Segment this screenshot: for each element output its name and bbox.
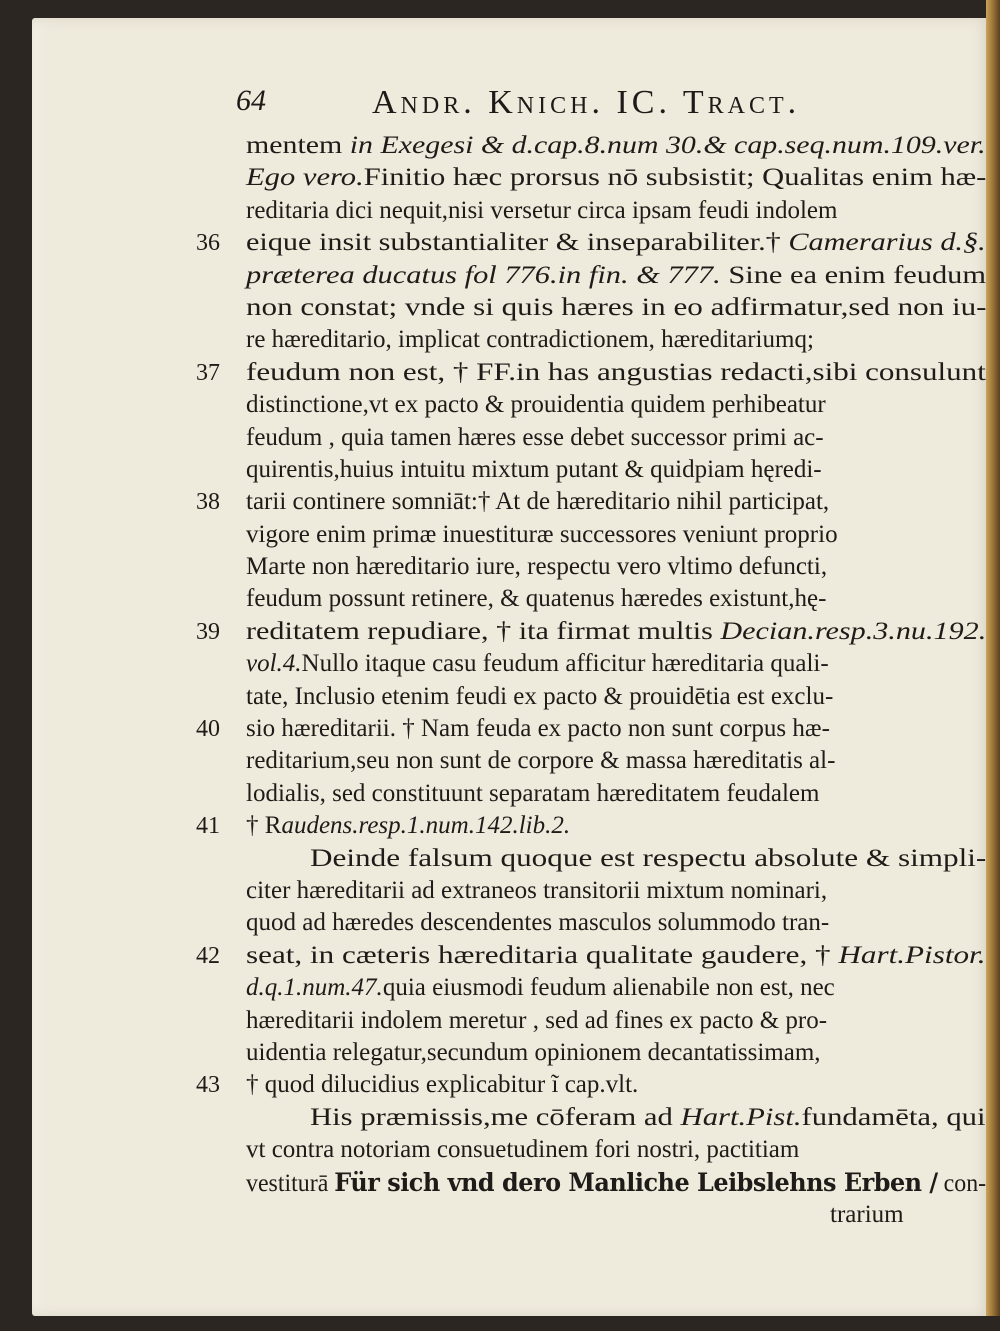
text-line bbox=[196, 940, 986, 972]
text-line bbox=[196, 1037, 956, 1069]
text-line bbox=[196, 422, 956, 454]
line-text bbox=[246, 130, 986, 162]
page-edge bbox=[986, 0, 1000, 1331]
text-segment: lodialis, sed constituunt separatam hæreditatem feudalem bbox=[246, 779, 820, 807]
text-line bbox=[196, 1167, 987, 1199]
text-segment: Marte non hæreditario iure, respectu vero vltimo defuncti, bbox=[246, 553, 828, 581]
line-text bbox=[246, 745, 835, 777]
text-segment: reditatem repudiare, † ita firmat multis bbox=[246, 617, 721, 645]
line-text bbox=[310, 1102, 986, 1134]
italic-citation: audens.resp.1.num.142.lib.2. bbox=[281, 812, 571, 840]
text-segment: tate, Inclusio etenim feudi ex pacto & prouidētia est exclu- bbox=[246, 682, 834, 710]
text-segment: quirentis,huius intuitu mixtum putant & quidpiam hęredi- bbox=[246, 455, 822, 483]
line-text bbox=[246, 940, 986, 972]
line-text bbox=[246, 972, 835, 1004]
margin-number: 37 bbox=[196, 359, 220, 386]
text-line bbox=[196, 357, 986, 389]
text-segment: non constat; vnde si quis hæres in eo adfirmatur,sed non iu- bbox=[246, 293, 987, 321]
margin-number: 38 bbox=[196, 489, 220, 516]
italic-citation: vol.4. bbox=[246, 650, 302, 678]
italic-citation: Camerarius d.§. bbox=[788, 229, 986, 257]
text-line bbox=[196, 227, 986, 259]
text-line bbox=[196, 486, 956, 518]
text-segment: Sine ea enim feudum bbox=[720, 261, 987, 289]
text-segment: reditaria dici nequit,nisi versetur circa ipsam feudi indolem bbox=[246, 196, 838, 224]
text-line bbox=[196, 195, 956, 227]
text-segment: re hæreditario, implicat contradictionem, hæreditariumq; bbox=[246, 326, 814, 354]
text-line bbox=[196, 745, 956, 777]
text-segment: vt contra notoriam consuetudinem fori nostri, pactitiam bbox=[246, 1136, 800, 1164]
line-text bbox=[246, 486, 829, 518]
text-line bbox=[196, 1102, 986, 1134]
line-text bbox=[246, 1134, 799, 1166]
text-segment: vigore enim primæ inuestituræ successores veniunt proprio bbox=[246, 520, 838, 548]
text-line bbox=[196, 907, 956, 939]
italic-citation: d.q.1.num.47. bbox=[246, 974, 383, 1002]
text-segment: sio hæreditarii. † Nam feuda ex pacto non sunt corpus hæ- bbox=[246, 715, 830, 743]
margin-number: 39 bbox=[196, 618, 220, 645]
margin-number: 42 bbox=[196, 942, 220, 969]
text-segment: seat, in cæteris hæreditaria qualitate gaudere, † bbox=[246, 941, 839, 969]
body-text bbox=[196, 130, 987, 1231]
italic-citation: præterea ducatus fol 776.in fin. & 777. bbox=[246, 261, 721, 289]
line-text bbox=[246, 778, 819, 810]
text-segment: feudum possunt retinere, & quatenus hæredes existunt,hę- bbox=[246, 585, 827, 613]
text-segment: fundamēta, qui bbox=[801, 1103, 986, 1131]
text-line bbox=[196, 519, 956, 551]
page-header bbox=[236, 84, 856, 124]
line-text bbox=[830, 1199, 904, 1231]
text-line bbox=[196, 292, 987, 324]
line-text bbox=[246, 1037, 821, 1069]
text-segment: Deinde falsum quoque est respectu absolute & simpli- bbox=[310, 844, 987, 872]
text-segment: hæreditarii indolem meretur , sed ad fines ex pacto & pro- bbox=[246, 1006, 828, 1034]
line-text bbox=[246, 389, 826, 421]
line-text bbox=[246, 713, 830, 745]
line-text bbox=[246, 260, 986, 292]
text-line bbox=[196, 648, 956, 680]
text-line bbox=[196, 324, 956, 356]
text-segment: reditarium,seu non sunt de corpore & massa hæreditatis al- bbox=[246, 747, 836, 775]
line-text bbox=[246, 1069, 638, 1101]
text-segment: Nullo itaque casu feudum afficitur hæreditaria quali- bbox=[301, 650, 829, 678]
text-line bbox=[196, 583, 956, 615]
line-text bbox=[246, 162, 986, 194]
margin-number: 40 bbox=[196, 716, 220, 743]
text-line bbox=[196, 875, 956, 907]
line-text bbox=[246, 616, 986, 648]
line-text bbox=[246, 681, 833, 713]
line-text bbox=[246, 810, 570, 842]
line-text bbox=[246, 907, 829, 939]
line-text bbox=[246, 551, 827, 583]
text-line bbox=[196, 389, 956, 421]
line-text bbox=[246, 195, 837, 227]
italic-citation: Hart.Pist. bbox=[680, 1103, 802, 1131]
line-text bbox=[246, 324, 814, 356]
text-line bbox=[196, 162, 987, 194]
italic-citation: Hart.Pistor. bbox=[838, 941, 986, 969]
text-segment: His præmissis,me cōferam ad bbox=[310, 1103, 681, 1131]
text-segment: † quod dilucidius explicabitur ĩ cap.vlt. bbox=[246, 1071, 639, 1099]
text-line bbox=[196, 713, 956, 745]
text-line bbox=[196, 1199, 956, 1231]
text-line bbox=[196, 616, 987, 648]
line-text bbox=[246, 227, 986, 259]
line-text bbox=[246, 454, 822, 486]
line-text bbox=[246, 875, 827, 907]
text-segment: mentem bbox=[246, 132, 350, 159]
line-text bbox=[246, 1167, 986, 1200]
text-segment: Finitio hæc prorsus nō subsistit; Qualitas enim hæ- bbox=[363, 164, 987, 192]
text-line bbox=[196, 454, 956, 486]
text-segment: uidentia relegatur,secundum opinionem decantatissimam, bbox=[246, 1038, 821, 1066]
line-text bbox=[246, 292, 987, 324]
text-line bbox=[196, 260, 987, 292]
text-segment: feudum non est, † FF.in has angustias redacti,sibi consulunt bbox=[246, 358, 986, 386]
text-segment: distinctione,vt ex pacto & prouidentia quidem perhibeatur bbox=[246, 391, 826, 419]
text-segment: trarium bbox=[830, 1200, 904, 1228]
text-segment: eique insit substantialiter & inseparabiliter.† bbox=[246, 229, 789, 257]
line-text bbox=[246, 648, 829, 680]
blackletter-phrase: Für sich vnd dero Manliche Leibslehns Erben / bbox=[334, 1167, 938, 1197]
italic-citation: Ego vero. bbox=[246, 164, 364, 192]
text-line bbox=[196, 1134, 956, 1166]
text-line bbox=[196, 1005, 956, 1037]
text-line bbox=[196, 972, 956, 1004]
text-segment: quod ad hæredes descendentes masculos solummodo tran- bbox=[246, 909, 830, 937]
text-line bbox=[196, 681, 956, 713]
text-segment: tarii continere somniāt:† At de hæreditario nihil participat, bbox=[246, 488, 830, 516]
line-text bbox=[246, 1005, 827, 1037]
italic-citation: in Exegesi & d.cap.8.num 30.& cap.seq.num.109.ver. bbox=[349, 132, 986, 159]
text-line bbox=[196, 843, 987, 875]
running-head: Andr. Knich. IC. Tract. bbox=[372, 84, 801, 121]
italic-citation: Decian.resp.3.nu.192. bbox=[720, 617, 987, 645]
line-text bbox=[246, 583, 826, 615]
text-line bbox=[196, 810, 956, 842]
text-segment: vestiturā bbox=[246, 1169, 335, 1197]
text-line bbox=[196, 551, 956, 583]
margin-number: 41 bbox=[196, 813, 220, 840]
margin-number: 36 bbox=[196, 230, 220, 257]
text-segment: † R bbox=[246, 812, 282, 840]
page-number: 64 bbox=[236, 84, 266, 117]
text-line bbox=[196, 1069, 956, 1101]
margin-number: 43 bbox=[196, 1072, 220, 1099]
line-text bbox=[246, 357, 986, 389]
text-segment: feudum , quia tamen hæres esse debet successor primi ac- bbox=[246, 423, 824, 451]
text-segment: citer hæreditarii ad extraneos transitorii mixtum nominari, bbox=[246, 876, 828, 904]
text-line bbox=[196, 778, 956, 810]
line-text bbox=[246, 422, 824, 454]
text-segment: con- bbox=[937, 1169, 987, 1197]
text-segment: quia eiusmodi feudum alienabile non est, nec bbox=[382, 974, 835, 1002]
line-text bbox=[246, 519, 838, 551]
line-text bbox=[310, 843, 986, 875]
text-line bbox=[196, 130, 986, 162]
scan-bottom-edge bbox=[0, 1316, 1000, 1331]
